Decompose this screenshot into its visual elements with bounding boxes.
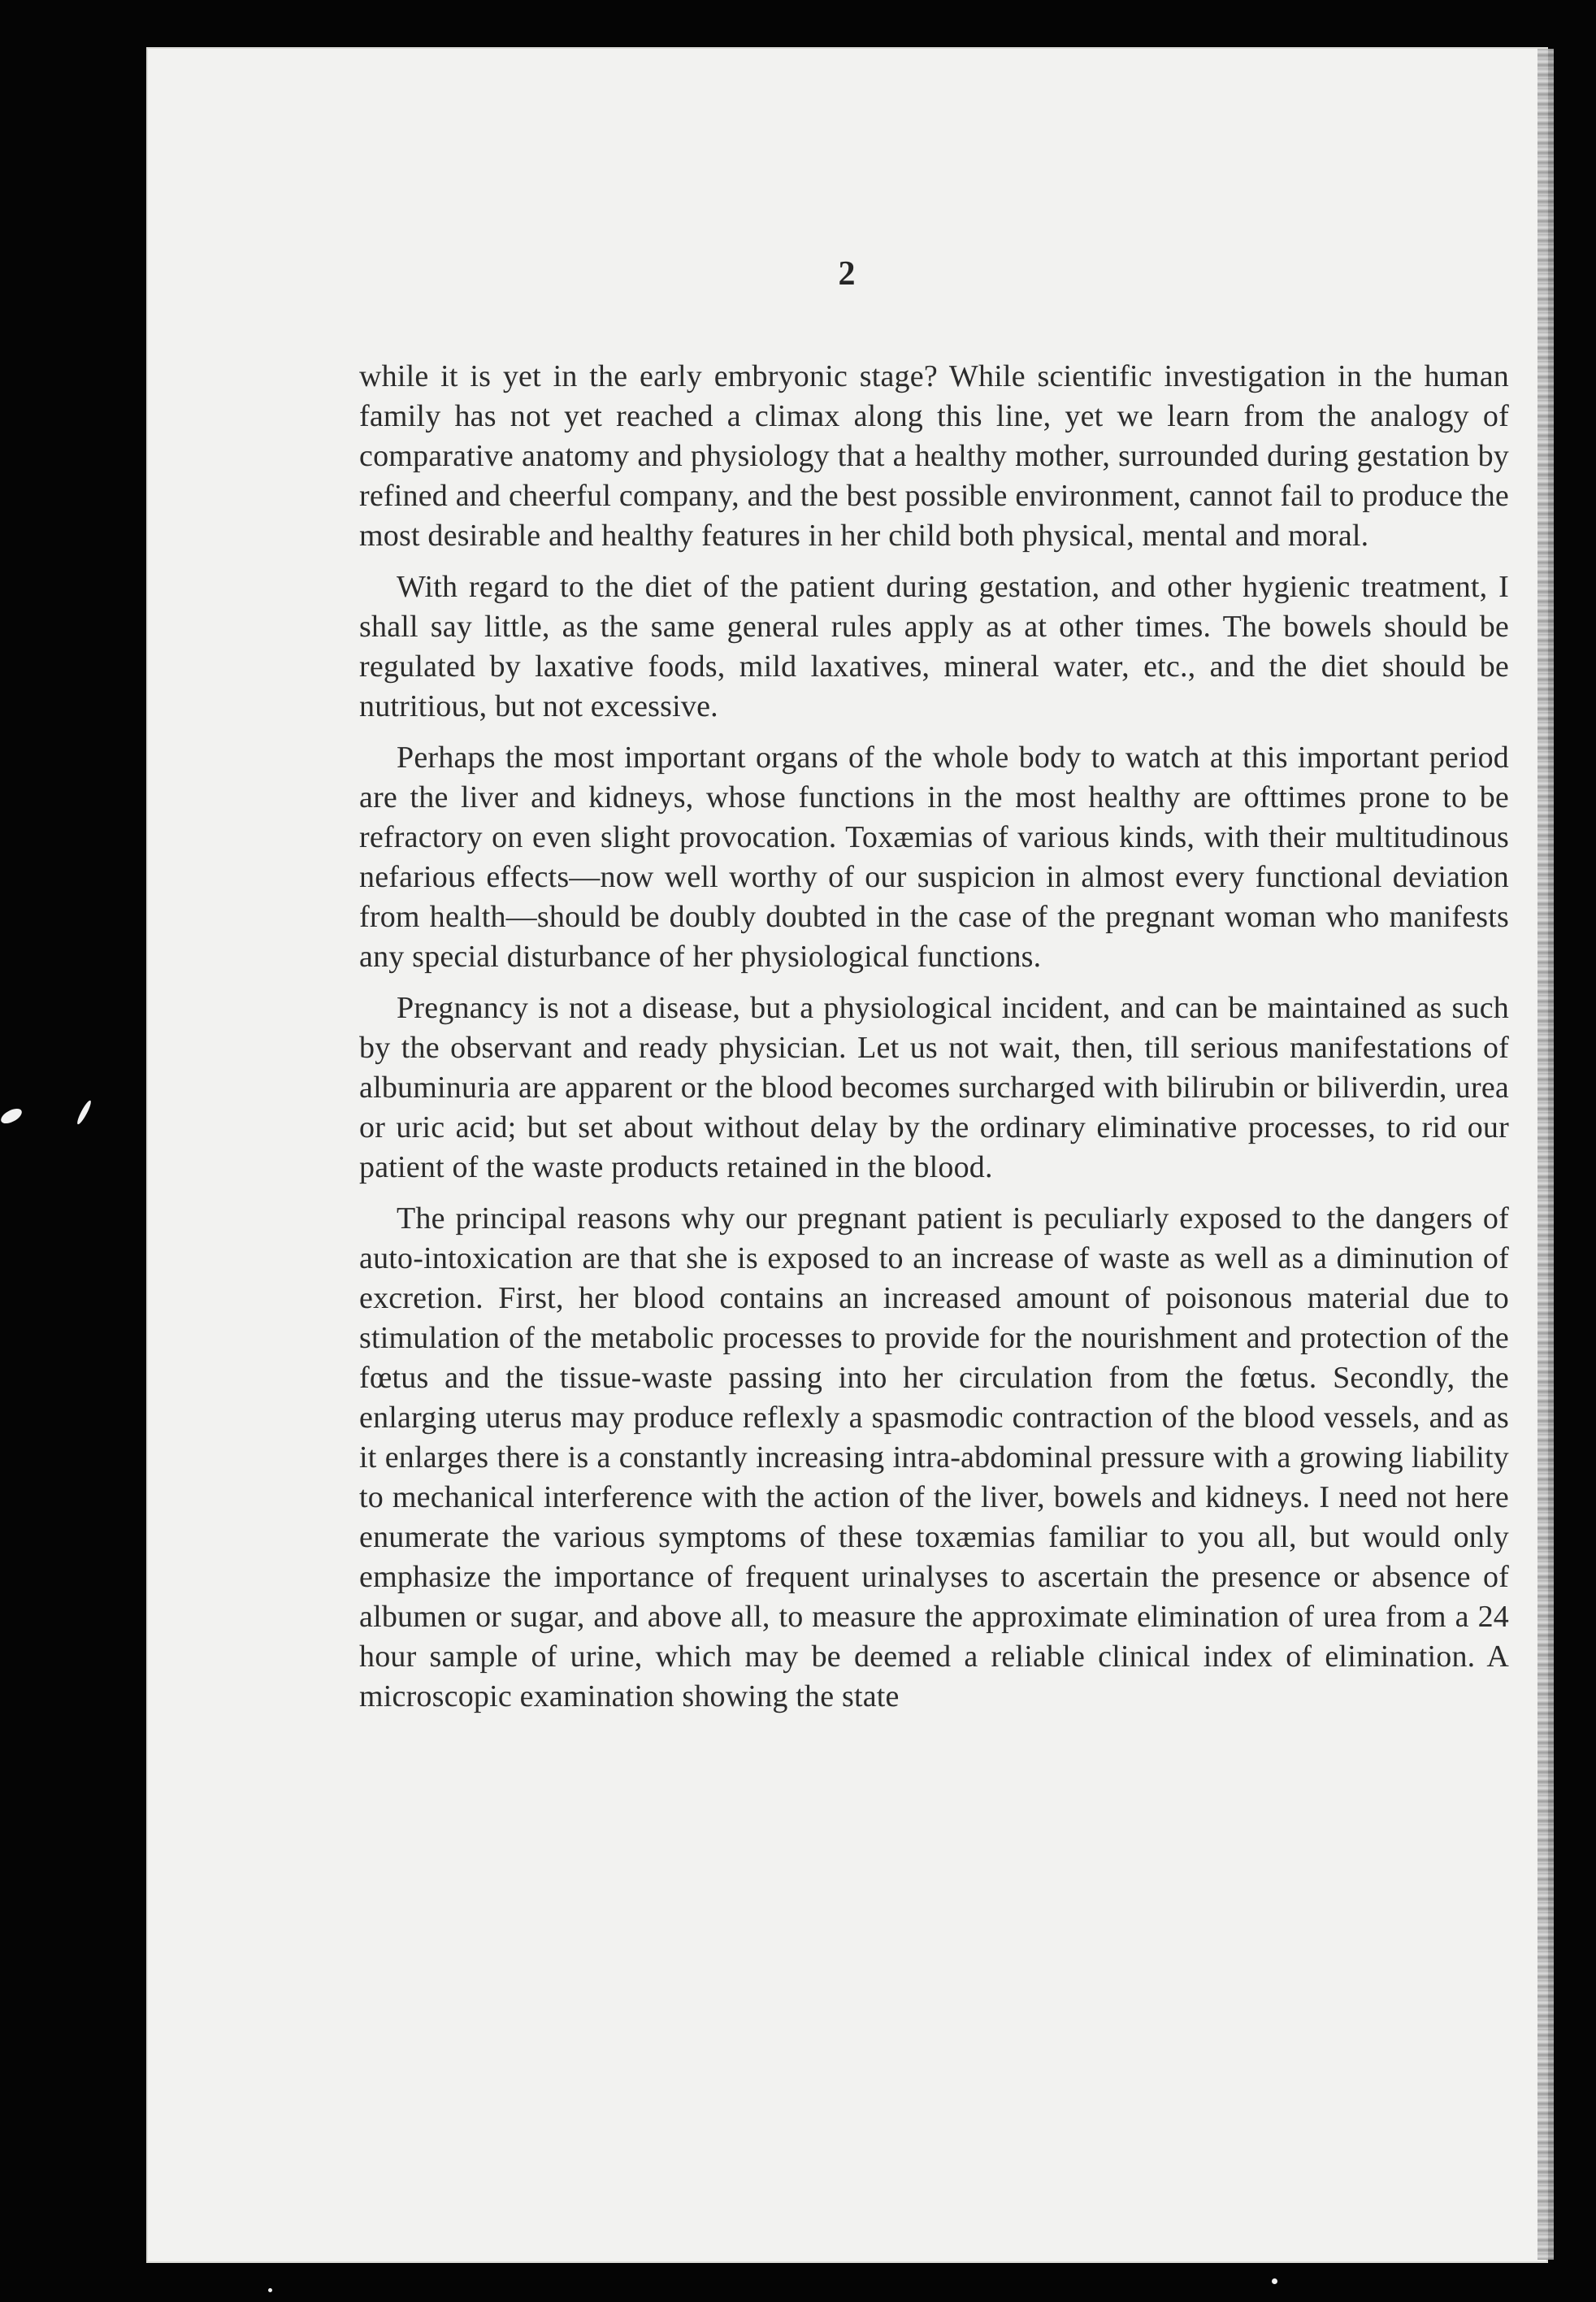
paragraph-3: Perhaps the most important organs of the whole body to watch at this important period are the liver and kidneys, whose functions in the most healthy are ofttimes prone to be refractory on even slight provocation. Toxæmias of various kinds, with their multitudinous nefarious effects—now well worthy of our suspicion in almost every functional deviation from health—should be doubly doubted in the case of the pregnant woman who manifests any special disturbance of her physiological functions. xyxy=(359,741,1509,974)
scan-dust-mark xyxy=(268,2288,272,2292)
scan-dust-mark xyxy=(76,1099,93,1125)
paragraph-5: The principal reasons why our pregnant patient is peculiarly exposed to the dangers of auto-intoxication are that she is exposed to an increase of waste as well as a diminution of excretion. First, her blood contains an increased amount of poisonous material due to stimulation of the metabolic processes to provide for the nourishment and protection of the fœtus and the tissue-waste passing into her circulation from the fœtus. Secondly, the enlarging uterus may produce reflexly a spasmodic contraction of the blood vessels, and as it enlarges there is a constantly increasing intra-abdominal pressure with a growing liability to mechanical interference with the action of the liver, bowels and kidneys. I need not here enumerate the various symptoms of these toxæmias familiar to you all, but would only emphasize the importance of frequent urinalyses to ascertain the presence or absence of albumen or sugar, and above all, to measure the approximate elimination of urea from a 24 hour sample of urine, which may be deemed a reliable clinical index of elimination. A microscopic examination showing the state xyxy=(359,1201,1509,1713)
paragraph-4: Pregnancy is not a disease, but a physiological incident, and can be maintained as such by the observant and ready physician. Let us not wait, then, till serious manifestations of albuminuria are apparent or the blood becomes surcharged with bilirubin or biliverdin, urea or uric acid; but set about without delay by the ordinary eliminative processes, to rid our patient of the waste products retained in the blood. xyxy=(359,991,1509,1184)
paragraph-1: while it is yet in the early embryonic stage? While scientific investigation in the human family has not yet reached a climax along this line, yet we learn from the analogy of comparative anatomy and physiology that a healthy mother, surrounded during gestation by refined and cheerful company, and the best possible environment, cannot fail to produce the most desirable and healthy features in her child both physical, mental and moral. xyxy=(359,359,1509,553)
page-edge-binding xyxy=(1537,49,1554,2260)
body-text xyxy=(359,357,1509,1728)
scanned-page xyxy=(146,47,1548,2263)
paragraph-2: With regard to the diet of the patient during gestation, and other hygienic treatment, I shall say little, as the same general rules apply as at other times. The bowels should be regulated by laxative foods, mild laxatives, mineral water, etc., and the diet should be nutritious, but not excessive. xyxy=(359,570,1509,723)
scan-dust-mark xyxy=(0,1105,24,1127)
scan-dust-mark xyxy=(1272,2278,1277,2284)
page-number: 2 xyxy=(838,255,857,293)
